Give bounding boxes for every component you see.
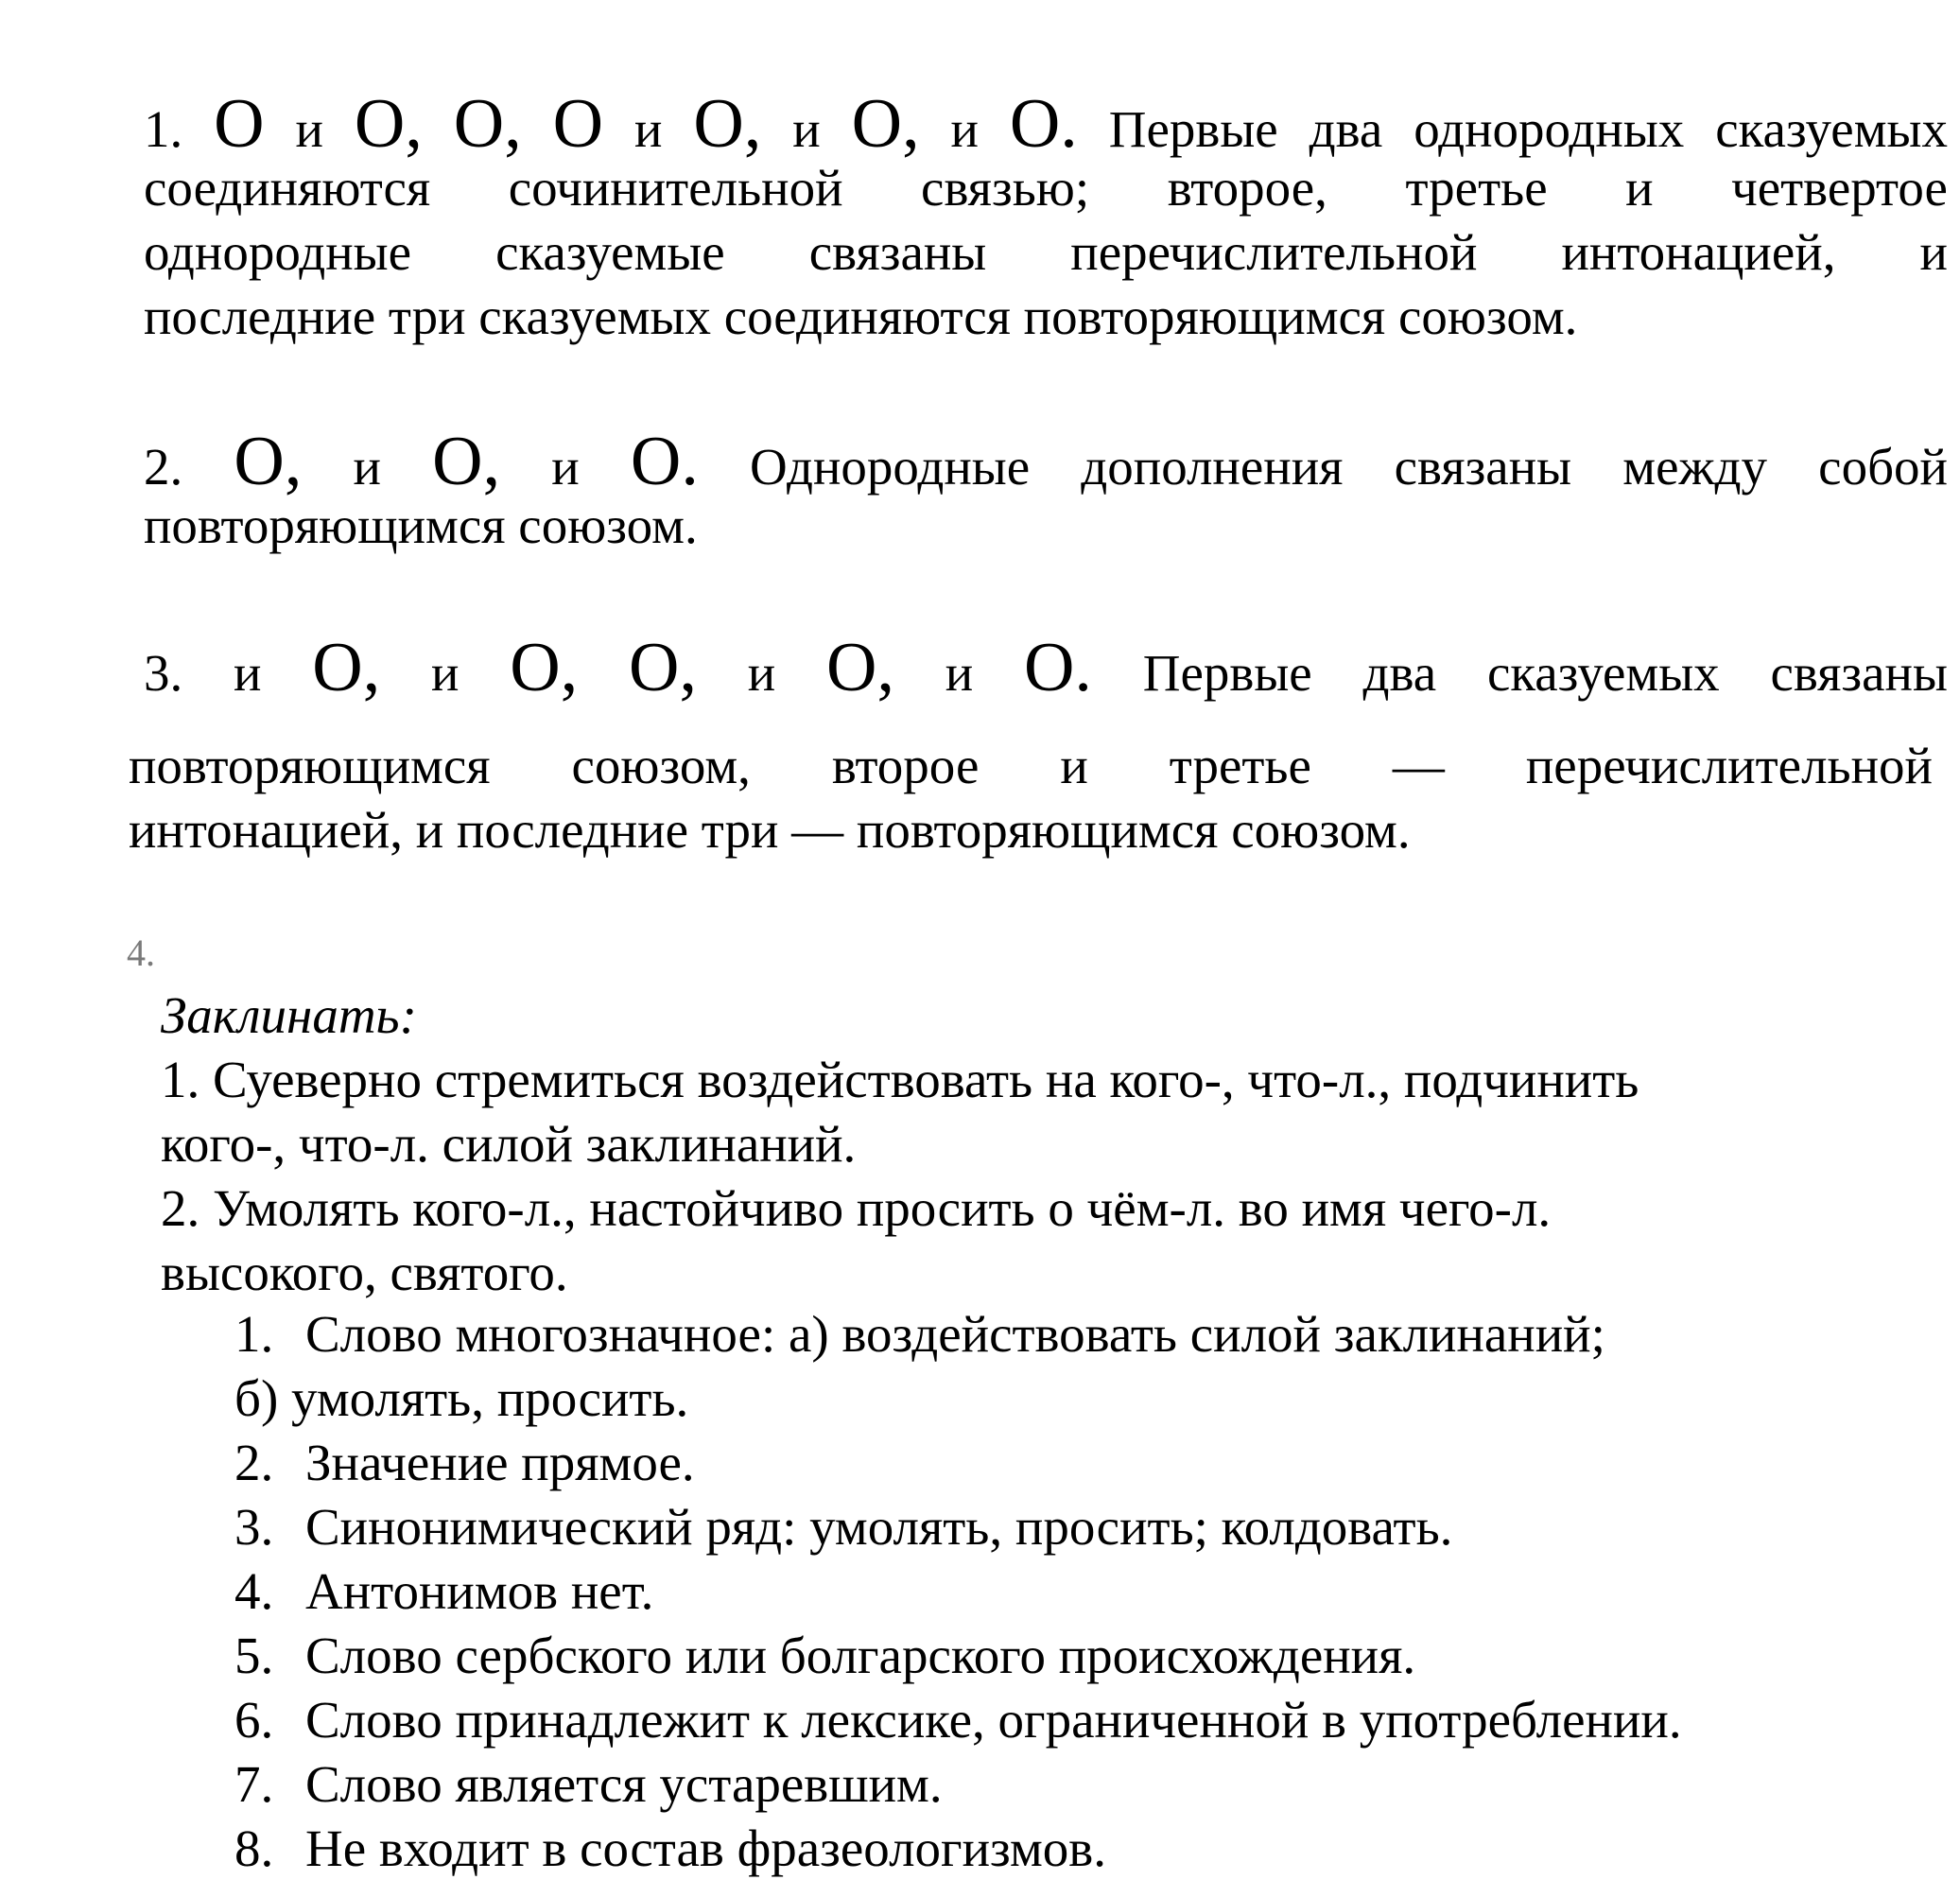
word: сказуемых <box>1486 644 1720 702</box>
analysis-number: 6. <box>234 1691 274 1749</box>
word: Однородные <box>750 438 1031 496</box>
analysis-item <box>234 1367 688 1430</box>
word: два <box>1309 100 1383 158</box>
scheme-mark: О, <box>234 423 303 500</box>
item2-line1 <box>144 423 1948 500</box>
word: Первые <box>1108 100 1278 158</box>
word: интонацией, <box>1561 223 1836 281</box>
scheme-conj: и <box>551 438 580 496</box>
analysis-item <box>234 1303 1605 1366</box>
item1-line4: последние три сказуемых соединяются повторяющимся союзом. <box>144 287 1578 345</box>
item1-line1 <box>144 85 1948 163</box>
analysis-text: Антонимов нет. <box>305 1562 654 1620</box>
analysis-text: Слово является устаревшим. <box>305 1755 943 1813</box>
analysis-number: 2. <box>234 1434 274 1491</box>
word: дополнения <box>1081 438 1344 496</box>
analysis-text: Слово многозначное: а) воздействовать силой заклинаний; <box>305 1305 1605 1363</box>
word: два <box>1362 644 1437 702</box>
scheme-mark: О. <box>630 423 699 500</box>
analysis-number: 4. <box>234 1562 274 1620</box>
word: связаны <box>1394 438 1572 496</box>
scheme-mark: О, <box>826 629 894 706</box>
word: связью; <box>921 159 1090 217</box>
analysis-item <box>234 1753 943 1816</box>
word: третье <box>1169 737 1311 794</box>
word: связаны <box>1770 644 1948 702</box>
analysis-number: 1. <box>234 1305 274 1363</box>
scheme-mark: О, <box>354 85 423 163</box>
word: перечислительной <box>1070 223 1478 281</box>
scheme-conj: и <box>234 644 262 702</box>
scheme-mark: О, <box>312 629 381 706</box>
analysis-item <box>234 1496 1452 1558</box>
item3-line1 <box>144 629 1948 706</box>
item3-line3: интонацией, и последние три — повторяющимся союзом. <box>129 801 1411 859</box>
analysis-item <box>234 1689 1682 1751</box>
item2-line2: повторяющимся союзом. <box>144 496 698 554</box>
item4-def1-line1: 1. Суеверно стремиться воздействовать на кого-, что-л., подчинить <box>161 1051 1639 1108</box>
word: соединяются <box>144 159 431 217</box>
word: союзом, <box>571 737 751 794</box>
word: собой <box>1818 438 1948 496</box>
item3-number: 3. <box>144 644 183 702</box>
scheme-mark: О. <box>1009 85 1078 163</box>
scheme-conj: и <box>634 100 663 158</box>
scheme-mark: О, <box>693 85 762 163</box>
scheme-conj: и <box>431 644 460 702</box>
scheme-conj: и <box>295 100 323 158</box>
word: повторяющимся <box>129 737 491 794</box>
analysis-number: 5. <box>234 1627 274 1684</box>
scheme-mark: О <box>552 85 604 163</box>
word: однородных <box>1414 100 1685 158</box>
word: между <box>1622 438 1767 496</box>
scheme-conj: и <box>792 100 821 158</box>
word: третье <box>1405 159 1548 217</box>
analysis-text: Синонимический ряд: умолять, просить; колдовать. <box>305 1498 1453 1556</box>
word: и <box>1625 159 1654 217</box>
word: Первые <box>1142 644 1312 702</box>
scheme-conj: и <box>945 644 974 702</box>
word: и <box>1060 737 1088 794</box>
item1-line3 <box>144 221 1948 284</box>
analysis-item <box>234 1625 1415 1687</box>
item4-def2-line2: высокого, святого. <box>161 1244 568 1301</box>
word: четвертое <box>1731 159 1948 217</box>
analysis-text: Слово сербского или болгарского происхождения. <box>305 1627 1416 1684</box>
word: связаны <box>808 223 987 281</box>
item1-line2 <box>144 157 1948 219</box>
item1-number: 1. <box>144 100 183 158</box>
word: однородные <box>144 223 412 281</box>
word: второе <box>831 737 980 794</box>
analysis-number: 3. <box>234 1498 274 1556</box>
item4-def1-line2: кого-, что-л. силой заклинаний. <box>161 1115 857 1173</box>
item4-headword: Заклинать: <box>161 986 417 1044</box>
analysis-text: б) умолять, просить. <box>234 1369 689 1427</box>
word: и <box>1919 223 1948 281</box>
analysis-text: Значение прямое. <box>305 1434 695 1491</box>
analysis-item <box>234 1432 695 1494</box>
scheme-mark: О, <box>851 85 920 163</box>
analysis-text: Слово принадлежит к лексике, ограниченной в употреблении. <box>305 1691 1682 1749</box>
word: сочинительной <box>508 159 843 217</box>
analysis-item <box>234 1560 653 1623</box>
scheme-mark: О, <box>510 629 579 706</box>
scheme-conj: и <box>747 644 776 702</box>
word: сказуемых <box>1715 100 1948 158</box>
analysis-text: Не входит в состав фразеологизмов. <box>305 1819 1106 1877</box>
scheme-mark: О <box>214 85 265 163</box>
analysis-number: 7. <box>234 1755 274 1813</box>
scheme-conj: и <box>353 438 381 496</box>
analysis-item <box>234 1818 1106 1880</box>
scheme-conj: и <box>950 100 979 158</box>
scheme-mark: О, <box>432 423 501 500</box>
word: — <box>1392 737 1445 794</box>
item2-number: 2. <box>144 438 183 496</box>
scheme-mark: О, <box>453 85 522 163</box>
item3-line2 <box>129 735 1933 797</box>
analysis-number: 8. <box>234 1819 274 1877</box>
word: второе, <box>1167 159 1327 217</box>
item4-number: 4. <box>127 931 155 974</box>
word: сказуемые <box>495 223 725 281</box>
scheme-mark: О, <box>629 629 697 706</box>
word: перечислительной <box>1525 737 1933 794</box>
item4-def2-line1: 2. Умолять кого-л., настойчиво просить о чём-л. во имя чего-л. <box>161 1179 1552 1237</box>
scheme-mark: О. <box>1023 629 1092 706</box>
